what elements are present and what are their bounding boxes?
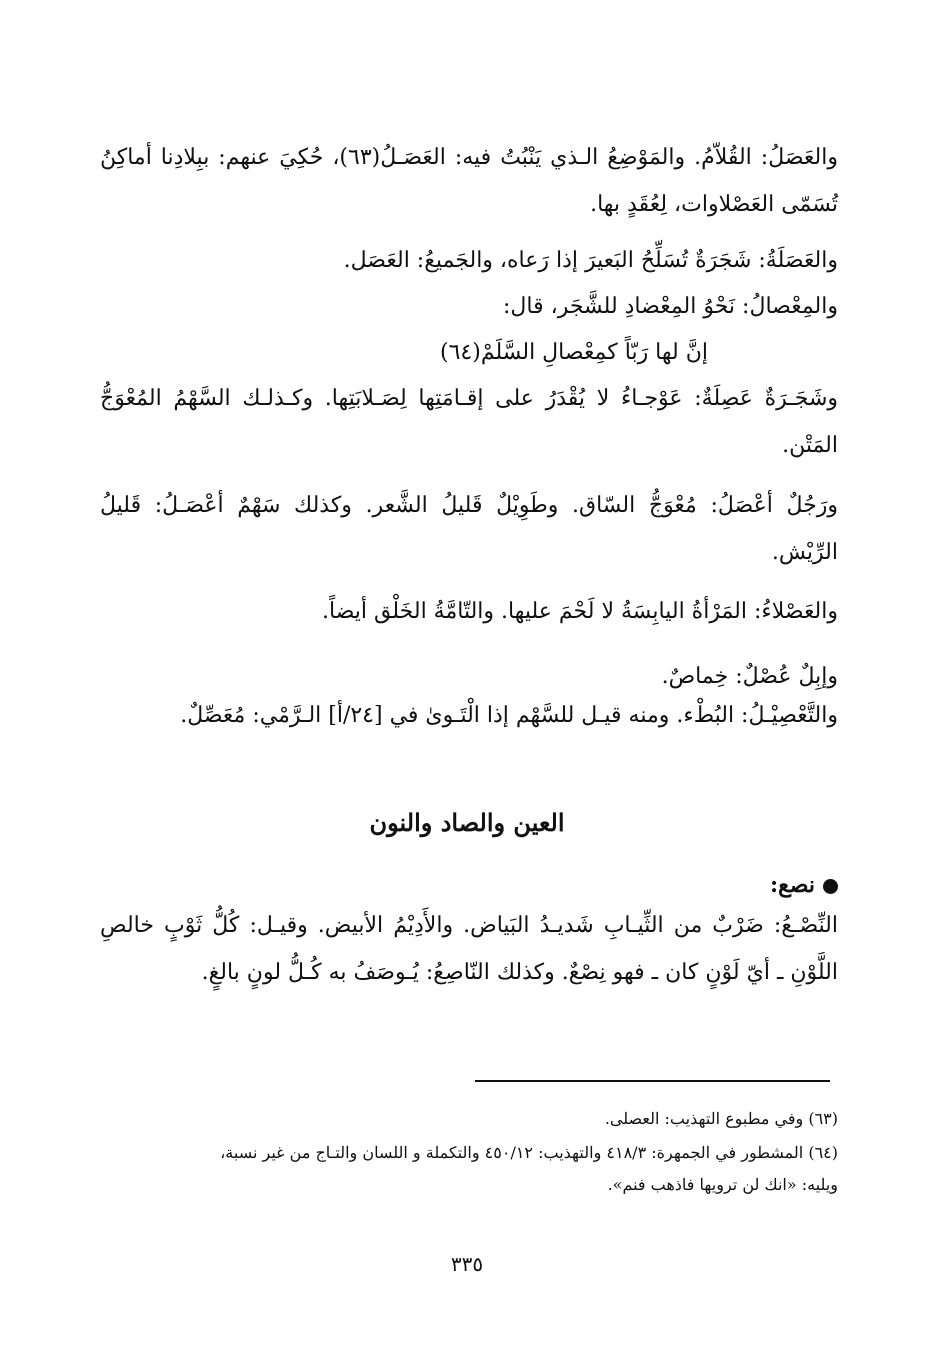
entry-text: النِّصْـعُ: ضَرْبٌ من الثِّيـابِ شَديـدُ البَياض. والأَدِيْمُ الأبيض. وقيـل: كُلُّ ثَوْبٍ خالصِ اللَّوْنِ ـ أيّ لَوْنٍ كان ـ فهو نِصْعٌ. وكذلك النّاصِعُ: يُـوصَفُ به كُـلُّ لونٍ بالغٍ. <box>100 913 838 985</box>
paragraph-shajara-asila: وشَجَـرَةٌ عَصِلَةٌ: عَوْجـاءُ لا يُقْدَرُ على إقـامَتِها لِصَـلابَتِها. وكـذلـك السَّهْمُ المُعْوَجُّ المَتْن. <box>100 386 838 458</box>
paragraph-asala: والعَصَلَةُ: شَجَرَةٌ تُسَلِّحُ البَعيرَ إذا رَعاه، والجَميعُ: العَصَل. <box>343 248 838 273</box>
paragraph-tasil: والتَّعْصِيْـلُ: البُطْء. ومنه قيـل للسَّهْم إذا الْتَـوىٰ في [٢٤/أ] الـرَّمْي: مُعَصِّلٌ. <box>180 703 838 728</box>
headword-text: نصع: <box>769 872 815 898</box>
paragraph-aslaa: والعَصْلاءُ: المَرْأةُ اليابِسَةُ لا لَحْمَ عليها. والتّامَّةُ الخَلْق أيضاً. <box>322 599 838 624</box>
bullet-icon <box>823 879 838 894</box>
section-heading: العين والصاد والنون <box>369 808 565 837</box>
paragraph-misal: والمِعْصالُ: نَحْوُ المِعْضادِ للشَّجَر، قال: <box>502 294 838 319</box>
footnote-divider <box>475 1080 830 1082</box>
paragraph-rajul-asal: ورَجُلٌ أعْصَلُ: مُعْوَجُّ السّاق. وطَوِيْلٌ قَليلُ الشَّعر. وكذلك سَهْمٌ أعْصَـلُ: قَليلُ الرِّيْش. <box>100 493 838 565</box>
verse-line: إنَّ لها رَبّاً كمِعْصالِ السَّلَمْ(٦٤) <box>440 340 708 365</box>
footnote-64-continued: ويليه: «انك لن ترويها فاذهب فنم». <box>607 1175 838 1194</box>
paragraph-ibil-usl: وإبِلٌ عُصْلٌ: خِماصٌ. <box>661 664 838 689</box>
paragraph-asal: والعَصَلُ: القُلاّمُ. والمَوْضِعُ الـذي يَنْبُتُ فيه: العَصَـلُ(٦٣)، حُكِيَ عنهم: ببِلادِنا أماكِنُ تُسَمّى العَصْلاوات، لِعُقَدٍ بها. <box>100 145 838 217</box>
footnote-63: (٦٣) وفي مطبوع التهذيب: العصلى. <box>604 1109 838 1128</box>
page-number: ٣٣٥ <box>450 1252 484 1276</box>
footnote-64: (٦٤) المشطور في الجمهرة: ٤١٨/٣ والتهذيب: ٤٥٠/١٢ والتكملة و اللسان والتـاج من غير نسبة، <box>220 1143 838 1162</box>
entry-headword <box>770 872 838 898</box>
